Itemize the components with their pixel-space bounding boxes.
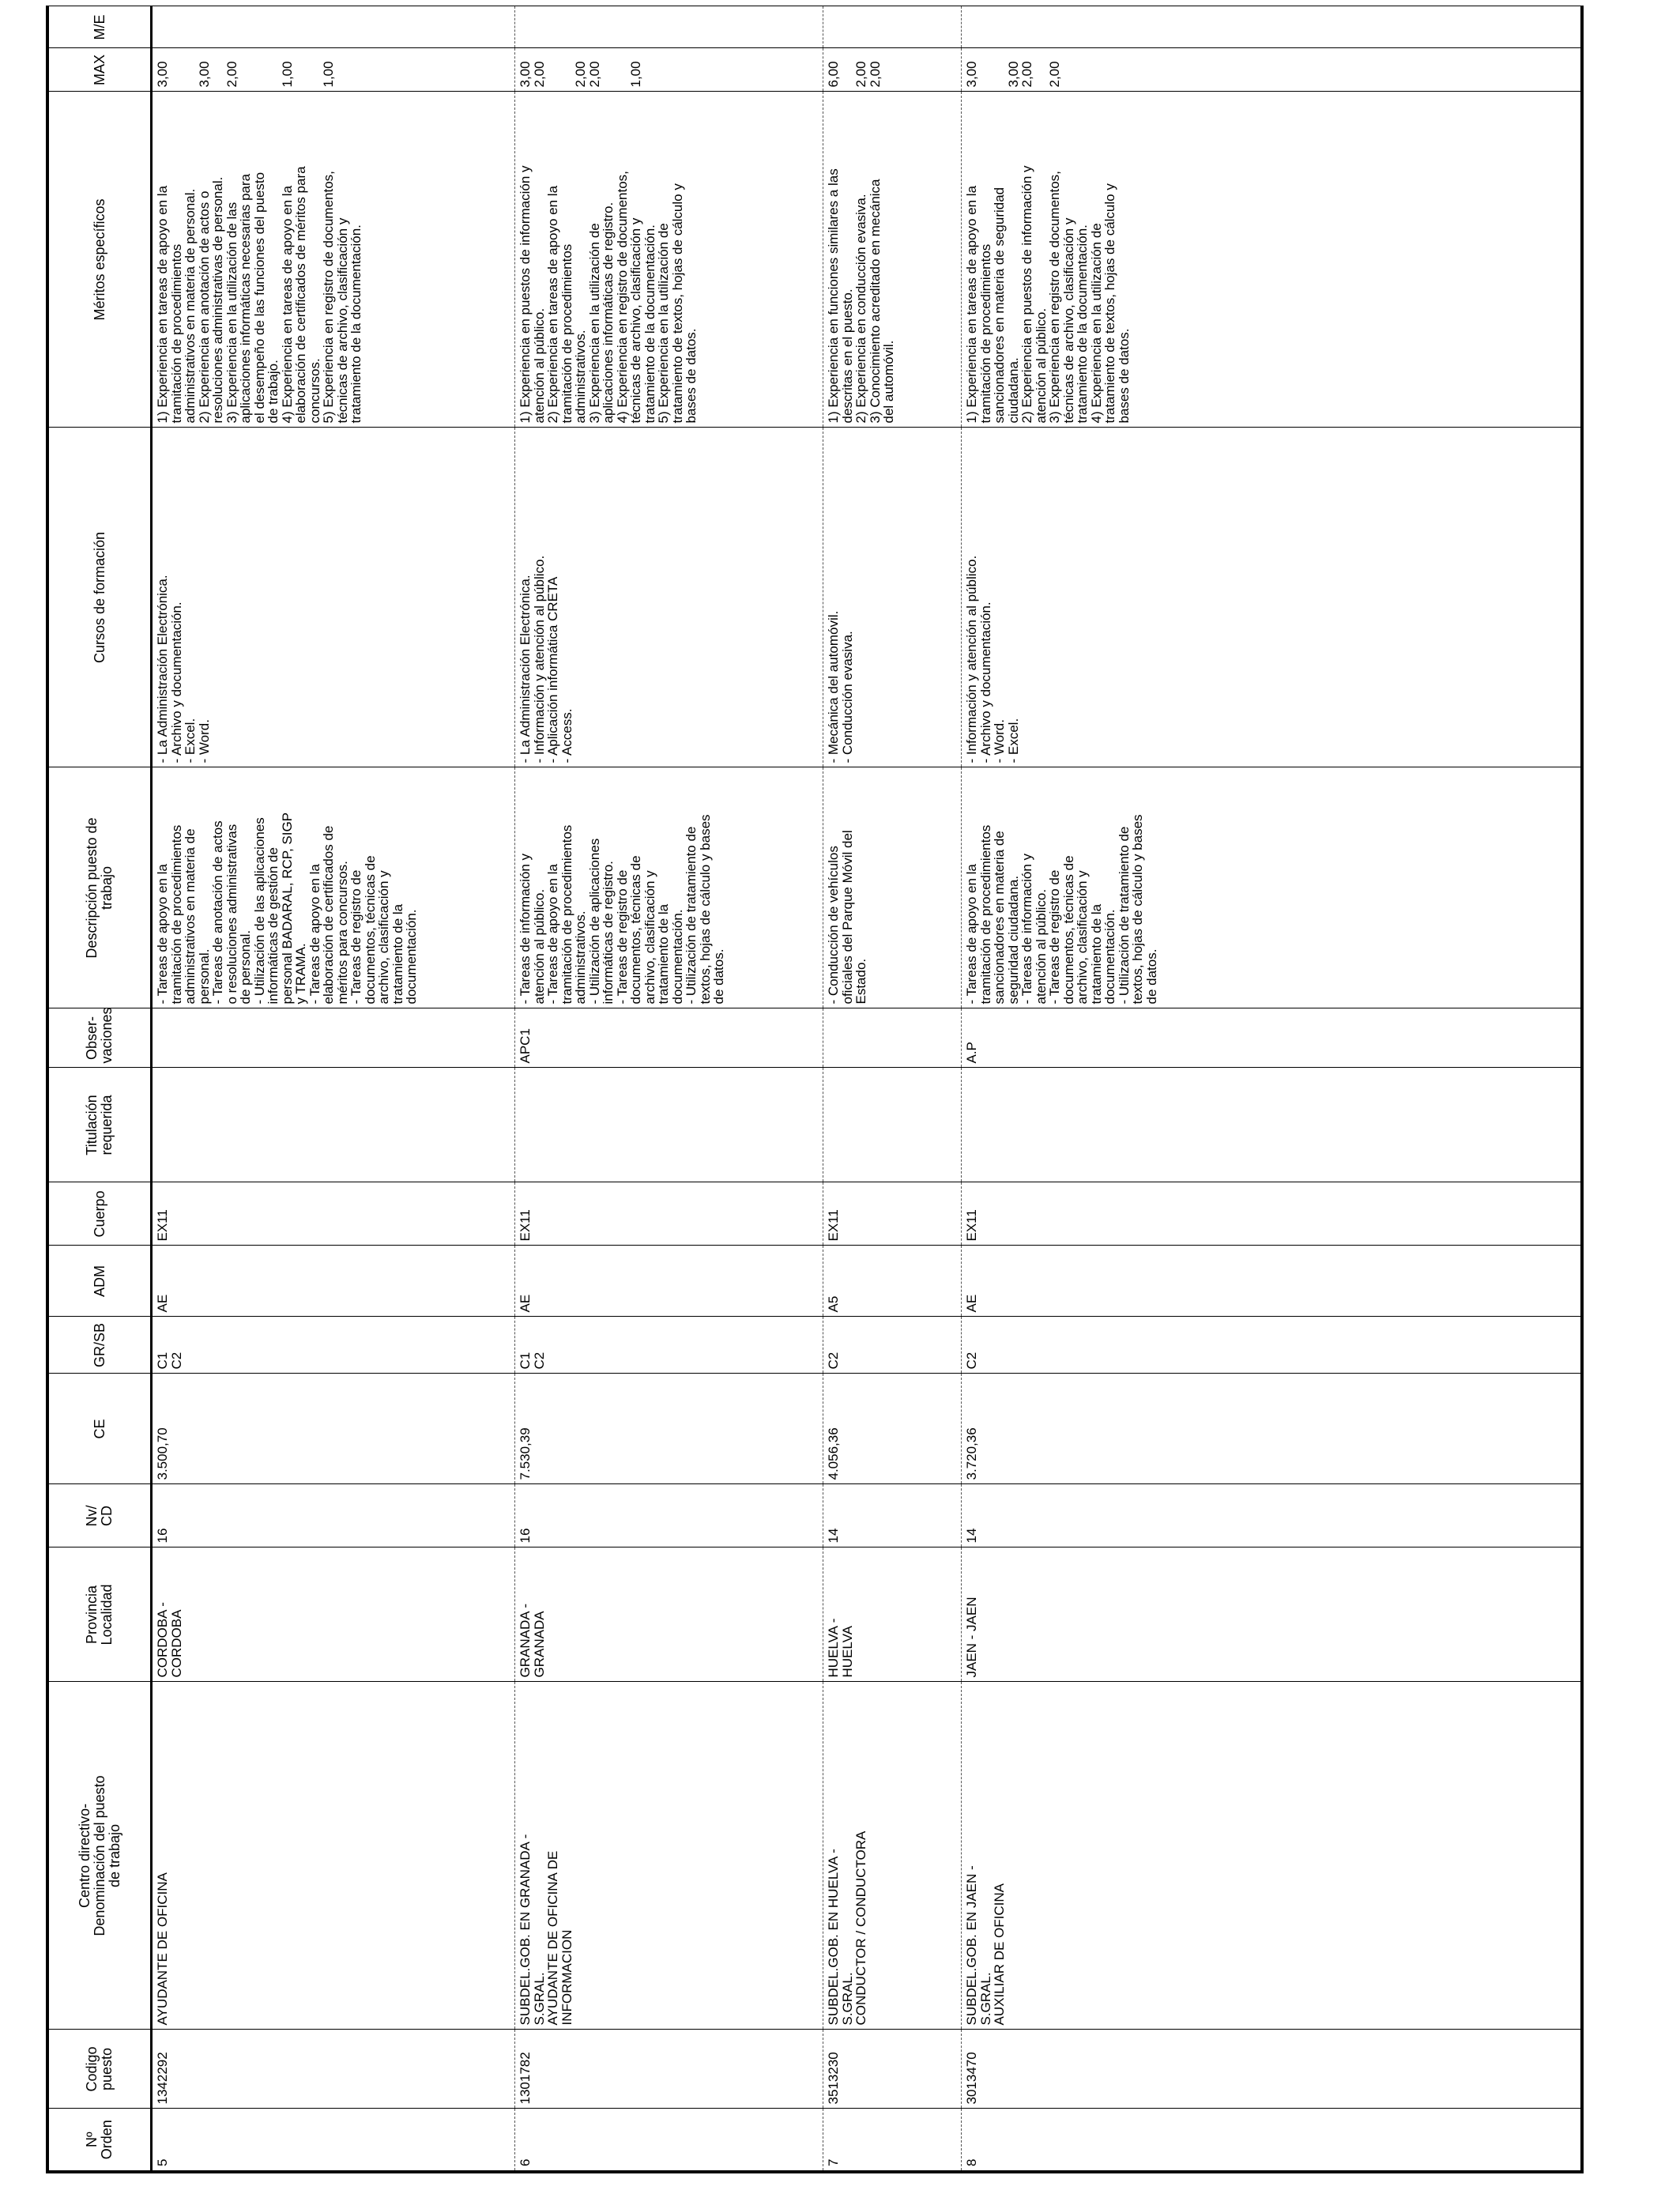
cell-adm: AE <box>152 1246 515 1317</box>
cell-me <box>152 6 515 48</box>
cell-titulacion <box>823 1068 962 1182</box>
cell-orden: 6 <box>515 2109 823 2172</box>
cell-observaciones: APC1 <box>515 1008 823 1068</box>
cell-denominacion: CONDUCTOR / CONDUCTORA <box>853 1830 868 2026</box>
cell-max: 6,00 2,00 2,00 <box>823 48 962 92</box>
cell-me <box>962 6 1582 48</box>
cell-centro <box>515 1682 823 2030</box>
cell-descripcion: - Tareas de apoyo en la tramitación de procedimientos administrativos en materia de personal. - Tareas de anotación de actos o resoluciones administrativas de personal. - Utilización de las aplicaciones informáticas de gestión de personal BADARAL, RCP, SIGP y TRAMA. - Tareas de apoyo en la elaboración de certificados de méritos para concursos. - Tareas de registro de documentos, técnicas de archivo, clasificación y tratamiento de la documentación. <box>152 767 515 1008</box>
cell-grupo: C2 <box>962 1317 1582 1374</box>
cell-codigo: 3013470 <box>962 2030 1582 2109</box>
cell-denominacion: AYUDANTE DE OFICINA <box>155 1872 170 2026</box>
cell-cursos: - Mecánica del automóvil. - Conducción evasiva. <box>823 428 962 767</box>
header-cursos: Cursos de formación <box>47 428 152 767</box>
rotated-document <box>46 8 1582 2173</box>
cell-codigo: 3513230 <box>823 2030 962 2109</box>
cell-titulacion <box>962 1068 1582 1182</box>
cell-meritos: 1) Experiencia en funciones similares a las descritas en el puesto. 2) Experiencia en conducción evasiva. 3) Conocimiento acreditado en mecánica del automóvil. <box>823 92 962 428</box>
table-row <box>515 6 823 2172</box>
header-adm: ADM <box>47 1246 152 1317</box>
cell-nivel: 16 <box>152 1484 515 1547</box>
cell-ce: 4.056,36 <box>823 1374 962 1484</box>
cell-centro <box>962 1682 1582 2030</box>
header-titulacion: Titulación requerida <box>47 1068 152 1182</box>
cell-descripcion: - Tareas de información y atención al público. - Tareas de apoyo en la tramitación de procedimientos administrativos. - Utilización de aplicaciones informáticas de registro. - Tareas de registro de documentos, técnicas de archivo, clasificación y tratamiento de la documentación. - Utilización de tratamiento de textos, hojas de cálculo y bases de datos. <box>515 767 823 1008</box>
cell-grupo: C2 <box>823 1317 962 1374</box>
cell-provincia: HUELVA - HUELVA <box>823 1547 962 1682</box>
cell-grupo: C1 C2 <box>515 1317 823 1374</box>
header-codigo: Codigo puesto <box>47 2030 152 2109</box>
cell-descripcion: - Tareas de apoyo en la tramitación de procedimientos sancionadores en materia de seguridad ciudadana. - Tareas de información y atención al público. - Tareas de registro de documentos, técnicas de archivo, clasificación y tratamiento de la documentación. - Utilización de tratamiento de textos, hojas de cálculo y bases de datos. <box>962 767 1582 1008</box>
cell-observaciones: A.P <box>962 1008 1582 1068</box>
cell-descripcion: - Conducción de vehículos oficiales del Parque Móvil del Estado. <box>823 767 962 1008</box>
cell-subdelegacion: SUBDEL.GOB. EN GRANADA - S.GRAL. <box>518 1834 547 2026</box>
header-me: M/E <box>47 6 152 48</box>
header-orden: Nº Orden <box>47 2109 152 2172</box>
header-ce: CE <box>47 1374 152 1484</box>
header-centro: Centro directivo- Denominación del puesto de trabajo <box>47 1682 152 2030</box>
cell-cuerpo: EX11 <box>962 1182 1582 1246</box>
cell-cursos: - La Administración Electrónica. - Información y atención al público. - Aplicación informática CRETA - Access. <box>515 428 823 767</box>
cell-meritos: 1) Experiencia en tareas de apoyo en la tramitación de procedimientos administrativos en materia de personal. 2) Experiencia en anotación de actos o resoluciones administrativas de personal. 3) Experiencia en la utilización de las aplicaciones informáticas necesarias para el desempeño de las funciones del puesto de trabajo. 4) Experiencia en tareas de apoyo en la elaboración de certificados de méritos para concursos. 5) Experiencia en registro de documentos, técnicas de archivo, clasificación y tratamiento de la documentación. <box>152 92 515 428</box>
cell-max: 3,00 2,00 2,00 2,00 1,00 <box>515 48 823 92</box>
cell-max: 3,00 3,00 2,00 2,00 <box>962 48 1582 92</box>
cell-titulacion <box>515 1068 823 1182</box>
cell-observaciones <box>152 1008 515 1068</box>
cell-provincia: CORDOBA - CORDOBA <box>152 1547 515 1682</box>
cell-me <box>823 6 962 48</box>
cell-ce: 7.530,39 <box>515 1374 823 1484</box>
table-row <box>152 6 515 2172</box>
cell-grupo: C1 C2 <box>152 1317 515 1374</box>
cell-cuerpo: EX11 <box>823 1182 962 1246</box>
cell-provincia: GRANADA - GRANADA <box>515 1547 823 1682</box>
header-meritos: Méritos específicos <box>47 92 152 428</box>
cell-ce: 3.500,70 <box>152 1374 515 1484</box>
cell-nivel: 16 <box>515 1484 823 1547</box>
header-max: MAX <box>47 48 152 92</box>
cell-nivel: 14 <box>962 1484 1582 1547</box>
cell-cuerpo: EX11 <box>152 1182 515 1246</box>
header-provincia: Provincia Localidad <box>47 1547 152 1682</box>
cell-observaciones <box>823 1008 962 1068</box>
cell-meritos: 1) Experiencia en puestos de información y atención al público. 2) Experiencia en tareas de apoyo en la tramitación de procedimientos administrativos. 3) Experiencia en la utilización de aplicaciones informáticas de registro. 4) Experiencia en registro de documentos, técnicas de archivo, clasificación y tratamiento de la documentación. 5) Experiencia en la utilización de tratamiento de textos, hojas de cálculo y bases de datos. <box>515 92 823 428</box>
header-nivel: Nv/ CD <box>47 1484 152 1547</box>
cell-denominacion: AUXILIAR DE OFICINA <box>992 1883 1007 2026</box>
cell-orden: 5 <box>152 2109 515 2172</box>
cell-meritos: 1) Experiencia en tareas de apoyo en la tramitación de procedimientos sancionadores en materia de seguridad ciudadana. 2) Experiencia en puestos de información y atención al público. 3) Experiencia en registro de documentos, técnicas de archivo, clasificación y tratamiento de la documentación. 4) Experiencia en la utilización de tratamiento de textos, hojas de cálculo y bases de datos. <box>962 92 1582 428</box>
cell-ce: 3.720,36 <box>962 1374 1582 1484</box>
cell-adm: AE <box>962 1246 1582 1317</box>
cell-subdelegacion: SUBDEL.GOB. EN HUELVA - S.GRAL. <box>826 1849 855 2026</box>
table-row <box>823 6 962 2172</box>
cell-centro <box>823 1682 962 2030</box>
cell-codigo: 1301782 <box>515 2030 823 2109</box>
cell-centro <box>152 1682 515 2030</box>
job-positions-table <box>46 6 1584 2174</box>
cell-subdelegacion: SUBDEL.GOB. EN JAEN - S.GRAL. <box>964 1865 993 2026</box>
cell-me <box>515 6 823 48</box>
header-grupo: GR/SB <box>47 1317 152 1374</box>
header-descripcion: Descripción puesto de trabajo <box>47 767 152 1008</box>
cell-orden: 7 <box>823 2109 962 2172</box>
header-row <box>47 6 152 2172</box>
cell-cuerpo: EX11 <box>515 1182 823 1246</box>
cell-nivel: 14 <box>823 1484 962 1547</box>
cell-codigo: 1342292 <box>152 2030 515 2109</box>
cell-adm: A5 <box>823 1246 962 1317</box>
cell-max: 3,00 3,00 2,00 1,00 1,00 <box>152 48 515 92</box>
cell-titulacion <box>152 1068 515 1182</box>
cell-orden: 8 <box>962 2109 1582 2172</box>
cell-provincia: JAEN - JAEN <box>962 1547 1582 1682</box>
header-observaciones: Obser- vaciones <box>47 1008 152 1068</box>
header-cuerpo: Cuerpo <box>47 1182 152 1246</box>
table-row <box>962 6 1582 2172</box>
cell-cursos: - Información y atención al público. - Archivo y documentación. - Word. - Excel. <box>962 428 1582 767</box>
cell-cursos: - La Administración Electrónica. - Archivo y documentación. - Excel. - Word. <box>152 428 515 767</box>
cell-denominacion: AYUDANTE DE OFICINA DE INFORMACION <box>545 1850 574 2026</box>
cell-adm: AE <box>515 1246 823 1317</box>
